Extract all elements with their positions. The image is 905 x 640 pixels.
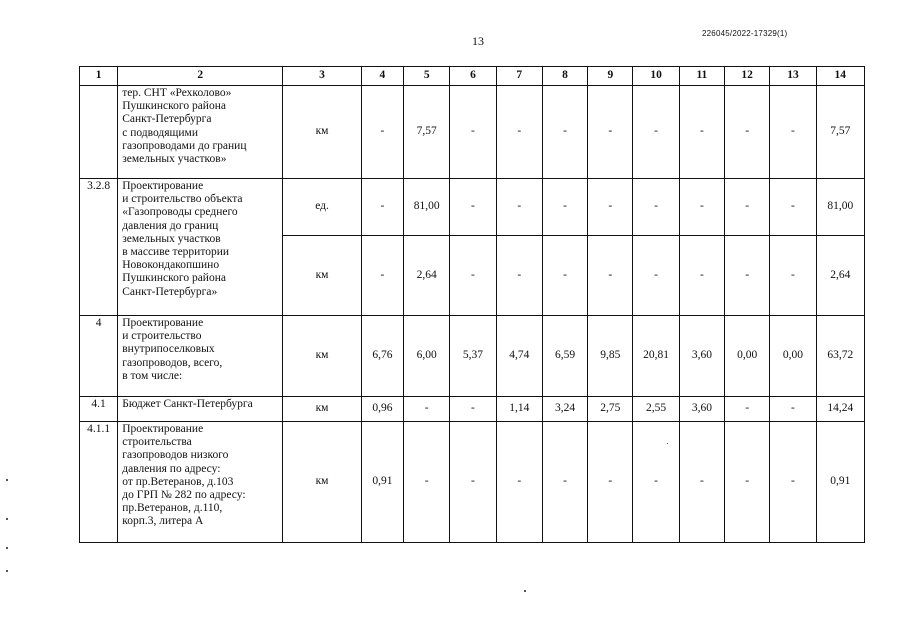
row-number: 4 [80, 316, 118, 397]
row-name: Проектирование строительства газопроводов низкого давления по адресу: от пр.Ветеранов, д.103 до ГРП № 282 по адресу: пр.Ветеранов, д.110, корп.3, литера А [118, 422, 283, 543]
value-cell: 7,57 [404, 86, 450, 179]
value-cell: - [770, 236, 816, 316]
value-cell: - [725, 397, 770, 422]
header-cell: 7 [496, 67, 542, 86]
header-cell: 3 [283, 67, 362, 86]
header-cell: 8 [542, 67, 587, 86]
value-cell: 3,60 [679, 316, 724, 397]
unit-cell: км [283, 397, 362, 422]
value-cell: - [542, 422, 587, 543]
table-header [80, 67, 865, 86]
value-cell: - [450, 397, 496, 422]
value-cell: 81,00 [404, 179, 450, 236]
row-number [80, 86, 118, 179]
value-cell: 0,96 [361, 397, 403, 422]
table-row [80, 397, 865, 422]
value-cell: - [450, 422, 496, 543]
value-cell: - [725, 422, 770, 543]
unit-cell: ед. [283, 179, 362, 236]
value-cell: - [633, 86, 679, 179]
value-cell: - [542, 86, 587, 179]
value-cell: - [588, 86, 633, 179]
header-cell: 1 [80, 67, 118, 86]
row-name: тер. СНТ «Рехколово» Пушкинского района Санкт-Петербурга с подводящими газопроводами до границ земельных участков» [118, 86, 283, 179]
value-cell: - [404, 397, 450, 422]
row-name: Проектирование и строительство внутрипоселковых газопроводов, всего, в том числе: [118, 316, 283, 397]
value-cell: - [588, 236, 633, 316]
row-number: 4.1.1 [80, 422, 118, 543]
value-cell: - [404, 422, 450, 543]
value-cell: - [725, 86, 770, 179]
header-cell: 13 [770, 67, 816, 86]
value-cell: 0,91 [816, 422, 864, 543]
unit-cell: км [283, 236, 362, 316]
value-cell: 0,91 [361, 422, 403, 543]
value-cell: 2,64 [816, 236, 864, 316]
value-cell: 0,00 [725, 316, 770, 397]
row-number: 4.1 [80, 397, 118, 422]
unit-cell: км [283, 422, 362, 543]
budget-table [79, 66, 865, 543]
value-cell: 4,74 [496, 316, 542, 397]
value-cell: - [770, 86, 816, 179]
header-cell: 4 [361, 67, 403, 86]
value-cell: 14,24 [816, 397, 864, 422]
value-cell: - [542, 179, 587, 236]
value-cell: - [770, 397, 816, 422]
value-cell: - [633, 422, 679, 543]
header-row [80, 67, 865, 86]
value-cell: - [496, 179, 542, 236]
value-cell: - [496, 422, 542, 543]
value-cell: - [770, 422, 816, 543]
table-row [80, 422, 865, 543]
value-cell: - [679, 422, 724, 543]
table-body [80, 86, 865, 543]
value-cell: - [679, 86, 724, 179]
value-cell: 63,72 [816, 316, 864, 397]
value-cell: 3,60 [679, 397, 724, 422]
value-cell: - [633, 236, 679, 316]
value-cell: - [450, 236, 496, 316]
value-cell: 3,24 [542, 397, 587, 422]
value-cell: 2,75 [588, 397, 633, 422]
row-number: 3.2.8 [80, 179, 118, 316]
value-cell: - [679, 236, 724, 316]
value-cell: 7,57 [816, 86, 864, 179]
value-cell: 5,37 [450, 316, 496, 397]
value-cell: - [588, 179, 633, 236]
header-cell: 6 [450, 67, 496, 86]
value-cell: - [725, 179, 770, 236]
value-cell: - [361, 236, 403, 316]
value-cell: 9,85 [588, 316, 633, 397]
document-id: 226045/2022-17329(1) [702, 29, 788, 38]
value-cell: - [450, 179, 496, 236]
value-cell: - [770, 179, 816, 236]
value-cell: 6,76 [361, 316, 403, 397]
value-cell: - [679, 179, 724, 236]
page-number: 13 [472, 34, 484, 48]
value-cell: - [450, 86, 496, 179]
value-cell: - [361, 179, 403, 236]
value-cell: 6,59 [542, 316, 587, 397]
header-cell: 5 [404, 67, 450, 86]
table-row [80, 86, 865, 179]
value-cell: 2,55 [633, 397, 679, 422]
value-cell: 2,64 [404, 236, 450, 316]
header-cell: 11 [679, 67, 724, 86]
unit-cell: км [283, 86, 362, 179]
value-cell: - [496, 236, 542, 316]
value-cell: 1,14 [496, 397, 542, 422]
header-cell: 14 [816, 67, 864, 86]
unit-cell: км [283, 316, 362, 397]
value-cell: 20,81 [633, 316, 679, 397]
value-cell: - [361, 86, 403, 179]
value-cell: - [542, 236, 587, 316]
value-cell: - [633, 179, 679, 236]
table-row [80, 316, 865, 397]
value-cell: 0,00 [770, 316, 816, 397]
header-cell: 12 [725, 67, 770, 86]
table-row [80, 179, 865, 236]
row-name: Бюджет Санкт-Петербурга [118, 397, 283, 422]
header-cell: 10 [633, 67, 679, 86]
header-cell: 9 [588, 67, 633, 86]
header-cell: 2 [118, 67, 283, 86]
value-cell: - [588, 422, 633, 543]
value-cell: - [496, 86, 542, 179]
value-cell: - [725, 236, 770, 316]
value-cell: 81,00 [816, 179, 864, 236]
value-cell: 6,00 [404, 316, 450, 397]
row-name: Проектирование и строительство объекта «Газопроводы среднего давления до границ земельных участков в массиве территории Новокондакопшино Пушкинского района Санкт-Петербурга» [118, 179, 283, 316]
